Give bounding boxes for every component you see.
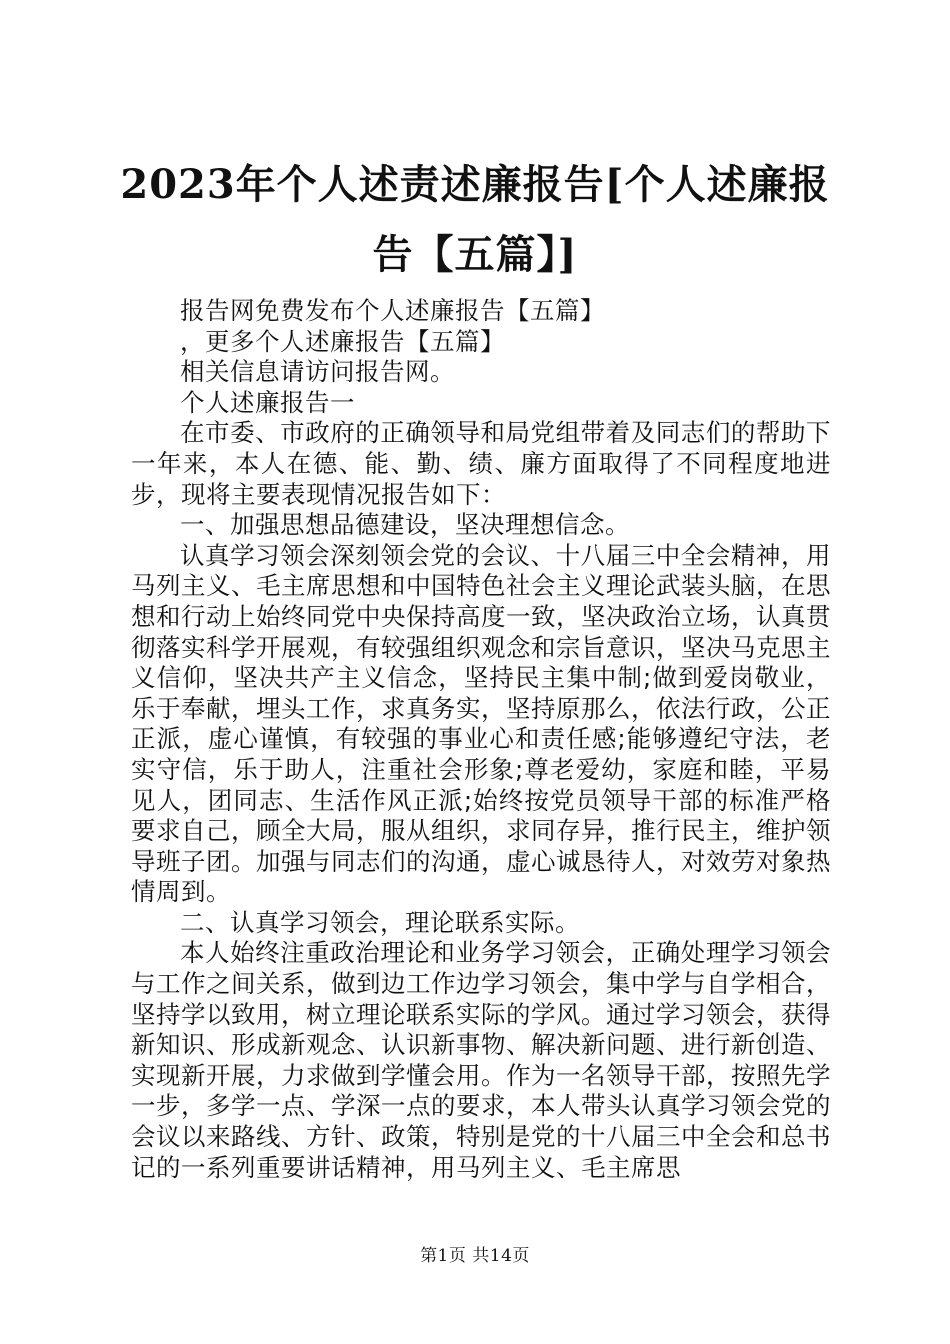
- section-heading-report-one: 个人述廉报告一: [180, 387, 355, 417]
- paragraph-section-two: 本人始终注重政治理论和业务学习领会，正确处理学习领会与工作之间关系，做到边工作边学习领会，集中学与自学相合，坚持学以致用，树立理论联系实际的学风。通过学习领会，获得新知识、形成新观念、认识新事物、解决新问题、进行新创造、实现新开展，力求做到学懂会用。作为一名领导干部，按照先学一步，多学一点、学深一点的要求，本人带头认真学习领会党的会议以来路线、方针、政策，特别是党的十八届三中全会和总书记的一系列重要讲话精神，用马列主义、毛主席思: [131, 938, 831, 1182]
- paragraph-intro: 报告网免费发布个人述廉报告【五篇】: [180, 296, 605, 325]
- page-footer: 第1页 共14页: [420, 1246, 530, 1266]
- paragraph-more: ，更多个人述廉报告【五篇】: [180, 326, 505, 356]
- paragraph-opening: 在市委、市政府的正确领导和局党组带着及同志们的帮助下一年来，本人在德、能、勤、绩、廉方面取得了不同程度地进步，现将主要表现情况报告如下：: [131, 418, 831, 509]
- section-heading-two: 二、认真学习领会，理论联系实际。: [180, 907, 580, 937]
- paragraph-info: 相关信息请访问报告网。: [180, 357, 455, 387]
- section-heading-one: 一、加强思想品德建设，坚决理想信念。: [180, 510, 630, 540]
- document-title: 2023年个人述责述廉报告[个人述廉报告【五篇】]: [120, 161, 830, 278]
- paragraph-section-one: 认真学习领会深刻领会党的会议、十八届三中全会精神，用马列主义、毛主席思想和中国特色社会主义理论武装头脑，在思想和行动上始终同党中央保持高度一致，坚决政治立场，认真贯彻落实科学开展观，有较强组织观念和宗旨意识，坚决马克思主义信仰，坚决共产主义信念，坚持民主集中制;做到爱岗敬业，乐于奉献，埋头工作，求真务实，坚持原那么，依法行政，公正正派，虚心谨慎，有较强的事业心和责任感;能够遵纪守法，老实守信，乐于助人，注重社会形象;尊老爱幼，家庭和睦，平易见人，团同志、生活作风正派;始终按党员领导干部的标准严格要求自己，顾全大局，服从组织，求同存异，推行民主，维护领导班子团。加强与同志们的沟通，虚心诚恳待人，对效劳对象热情周到。: [131, 540, 831, 907]
- document-body: [131, 296, 831, 1183]
